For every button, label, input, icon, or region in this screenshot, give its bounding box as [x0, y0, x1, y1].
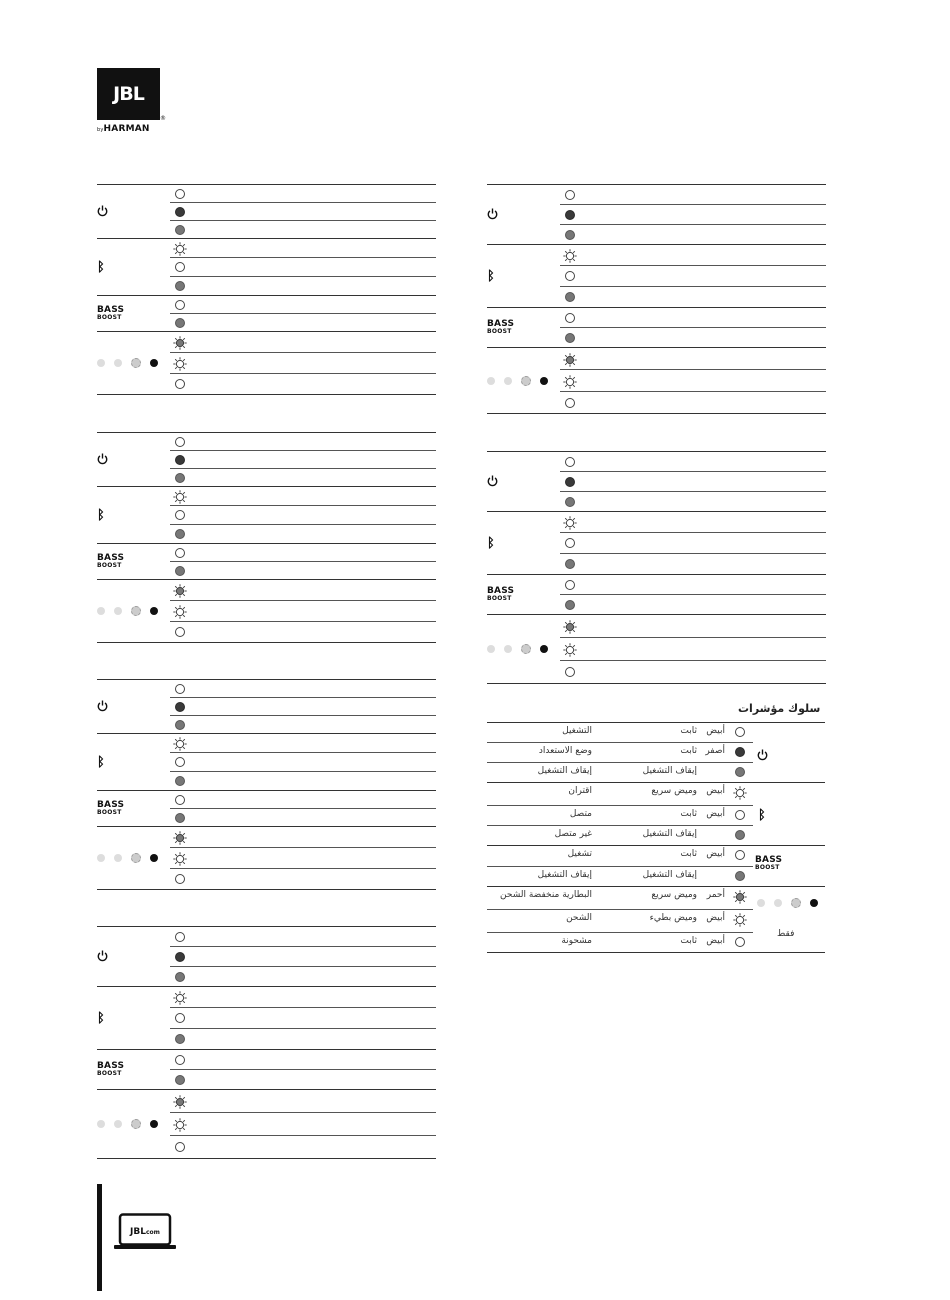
led-off-icon [175, 566, 185, 576]
arabic-meaning: وضع الاستعداد [538, 746, 592, 756]
led-white-icon [735, 810, 745, 820]
led-off-icon [175, 1034, 185, 1044]
led-blink-red-icon [173, 583, 187, 597]
led-white-icon [175, 510, 185, 520]
led-blink-white-icon [563, 515, 577, 529]
led-table [487, 451, 826, 684]
led-blink-red-icon [173, 1094, 187, 1108]
arabic-behavior: إيقاف التشغيل [642, 766, 697, 776]
footer-bar [97, 1184, 102, 1291]
jbl-com-laptop-icon [114, 1213, 176, 1255]
arabic-behavior: ثابت [680, 746, 697, 756]
led-blink-white-icon [173, 990, 187, 1004]
bluetooth-icon: ᛒ [487, 268, 495, 284]
battery-dots-icon [97, 1119, 158, 1129]
arabic-color: أبيض [706, 936, 725, 946]
led-row [560, 370, 826, 392]
led-blink-red-icon [173, 335, 187, 349]
led-solid-icon [565, 210, 575, 220]
led-blink-white-icon [173, 851, 187, 865]
arabic-color: أبيض [706, 809, 725, 819]
arabic-behavior: ثابت [680, 849, 697, 859]
arabic-meaning: متصل [569, 809, 592, 819]
only-label: فقط [777, 929, 795, 939]
led-blink-white-icon [563, 248, 577, 262]
led-white-icon [175, 684, 185, 694]
jbl-logo [97, 68, 166, 122]
led-row [170, 809, 436, 826]
led-row [560, 512, 826, 533]
led-row [560, 533, 826, 554]
arabic-meaning: إيقاف التشغيل [537, 766, 592, 776]
arabic-color: أصفر [705, 746, 725, 756]
led-blink-white-icon [173, 241, 187, 255]
led-white-icon [175, 1013, 185, 1023]
power-icon [487, 472, 498, 491]
led-row [170, 314, 436, 331]
led-group [97, 296, 436, 332]
led-row [560, 472, 826, 492]
led-row [170, 451, 436, 469]
led-row [170, 332, 436, 353]
bass-boost-icon: BASS BOOST [97, 304, 125, 321]
led-row [560, 308, 826, 328]
byline-name: HARMAN [103, 124, 150, 134]
led-off-icon [175, 529, 185, 539]
led-blink-white-icon [173, 604, 187, 618]
led-row [560, 452, 826, 472]
bass-boost-icon: BASS BOOST [97, 1060, 125, 1077]
battery-dots-icon [487, 644, 548, 654]
arabic-behavior: وميض سريع [651, 786, 697, 796]
led-row [560, 205, 826, 225]
arabic-color: أبيض [706, 786, 725, 796]
led-white-icon [175, 874, 185, 884]
led-row [170, 296, 436, 314]
led-off-icon [175, 972, 185, 982]
arabic-color: أحمر [706, 890, 725, 900]
bluetooth-icon: ᛒ [97, 259, 105, 275]
led-row [170, 734, 436, 753]
led-row [170, 525, 436, 543]
svg-text:JBLcom: JBLcom [130, 1227, 160, 1237]
byline-by: by [97, 127, 104, 133]
led-white-icon [565, 667, 575, 677]
led-table [97, 926, 436, 1159]
led-solid-icon [175, 207, 185, 217]
led-white-icon [565, 313, 575, 323]
led-blink-red-icon [173, 830, 187, 844]
power-icon [757, 746, 768, 765]
led-off-icon [175, 813, 185, 823]
power-icon [97, 697, 108, 716]
led-off-icon [175, 318, 185, 328]
led-group [97, 487, 436, 544]
led-table [97, 432, 436, 643]
led-row [170, 239, 436, 258]
led-row [170, 469, 436, 486]
led-off-icon [175, 225, 185, 235]
led-row [170, 185, 436, 203]
led-white-icon [565, 538, 575, 548]
led-row [560, 575, 826, 595]
led-row [170, 1029, 436, 1049]
led-off-icon [565, 559, 575, 569]
bluetooth-icon: ᛒ [758, 808, 766, 823]
led-blink-white-icon [173, 1117, 187, 1131]
led-row [170, 1008, 436, 1029]
led-row [170, 848, 436, 869]
led-off-icon [565, 497, 575, 507]
arabic-meaning: إيقاف التشغيل [537, 870, 592, 880]
led-white-icon [175, 189, 185, 199]
led-row [170, 716, 436, 733]
led-white-icon [735, 937, 745, 947]
led-solid-icon [735, 747, 745, 757]
led-white-icon [175, 437, 185, 447]
led-white-icon [735, 850, 745, 860]
led-off-icon [735, 871, 745, 881]
bass-boost-icon: BASS BOOST [755, 855, 783, 871]
led-table [487, 184, 826, 414]
led-group [487, 452, 826, 512]
arabic-meaning: غير متصل [554, 829, 592, 839]
arabic-meaning: تشغيل [567, 849, 592, 859]
led-blink-white-icon [733, 785, 747, 799]
arabic-behavior: وميض سريع [651, 890, 697, 900]
led-row [170, 753, 436, 772]
led-group [97, 185, 436, 239]
led-row [560, 661, 826, 683]
led-row [170, 221, 436, 238]
led-off-icon [175, 281, 185, 291]
power-icon [97, 202, 108, 221]
arabic-behavior: وميض بطيء [649, 913, 697, 923]
led-solid-icon [175, 702, 185, 712]
led-row [560, 638, 826, 661]
led-row [170, 698, 436, 716]
led-group [97, 791, 436, 827]
arabic-color: أبيض [706, 726, 725, 736]
arabic-behavior: ثابت [680, 726, 697, 736]
bluetooth-icon: ᛒ [97, 754, 105, 770]
led-group [487, 245, 826, 308]
led-row [560, 328, 826, 347]
power-icon [97, 947, 108, 966]
led-white-icon [735, 727, 745, 737]
led-off-icon [175, 473, 185, 483]
led-row [170, 601, 436, 622]
led-row [560, 348, 826, 370]
arabic-table-title: سلوك مؤشرات [738, 702, 821, 715]
arabic-behavior: ثابت [680, 936, 697, 946]
led-group [487, 512, 826, 575]
led-row [560, 245, 826, 266]
led-blink-white-icon [173, 356, 187, 370]
power-icon [487, 205, 498, 224]
bass-boost-icon: BASS BOOST [487, 318, 515, 335]
led-row [560, 185, 826, 205]
led-row [170, 487, 436, 506]
led-row [560, 615, 826, 638]
led-group [97, 433, 436, 487]
led-group [487, 615, 826, 684]
led-white-icon [565, 190, 575, 200]
led-white-icon [175, 548, 185, 558]
arabic-meaning: الشحن [566, 913, 592, 923]
led-group [97, 680, 436, 734]
led-row [170, 967, 436, 986]
led-group [487, 348, 826, 414]
led-row [170, 1090, 436, 1113]
led-off-icon [565, 600, 575, 610]
led-white-icon [175, 757, 185, 767]
led-group [97, 1050, 436, 1090]
led-group [487, 308, 826, 348]
led-group [487, 575, 826, 615]
led-off-icon [175, 720, 185, 730]
led-white-icon [175, 262, 185, 272]
battery-dots-icon [97, 606, 158, 616]
led-blink-red-icon [733, 889, 747, 903]
led-row [560, 595, 826, 614]
led-row [170, 927, 436, 947]
led-off-icon [735, 830, 745, 840]
led-white-icon [175, 379, 185, 389]
led-row [170, 374, 436, 394]
arabic-meaning: مشحونة [561, 936, 592, 946]
led-off-icon [565, 333, 575, 343]
led-row [170, 433, 436, 451]
led-white-icon [175, 1055, 185, 1065]
led-group [97, 239, 436, 296]
arabic-behavior: ثابت [680, 809, 697, 819]
led-row [560, 266, 826, 287]
led-row [560, 492, 826, 511]
led-off-icon [735, 767, 745, 777]
led-group [97, 927, 436, 987]
led-solid-icon [175, 952, 185, 962]
arabic-meaning: البطارية منخفضة الشحن [500, 890, 592, 900]
harman-byline [97, 124, 150, 134]
led-row [170, 987, 436, 1008]
battery-dots-icon [487, 376, 548, 386]
power-icon [97, 450, 108, 469]
arabic-meaning: اقتران [568, 786, 592, 796]
led-blink-red-icon [563, 619, 577, 633]
led-blink-red-icon [563, 352, 577, 366]
bass-boost-icon: BASS BOOST [97, 799, 125, 816]
led-row [170, 869, 436, 889]
arabic-behavior: إيقاف التشغيل [642, 829, 697, 839]
led-group [97, 734, 436, 791]
led-group [97, 544, 436, 580]
arabic-color: أبيض [706, 849, 725, 859]
led-blink-white-icon [173, 736, 187, 750]
led-off-icon [565, 230, 575, 240]
led-row [560, 225, 826, 244]
arabic-meaning: التشغيل [562, 726, 592, 736]
arabic-behavior: إيقاف التشغيل [642, 870, 697, 880]
led-white-icon [175, 300, 185, 310]
led-blink-white-icon [563, 642, 577, 656]
led-row [170, 827, 436, 848]
led-group [97, 1090, 436, 1159]
bluetooth-icon: ᛒ [97, 1010, 105, 1026]
led-row [170, 277, 436, 295]
led-group [97, 987, 436, 1050]
led-row [170, 258, 436, 277]
led-white-icon [565, 271, 575, 281]
led-white-icon [565, 580, 575, 590]
led-white-icon [565, 457, 575, 467]
led-row [170, 947, 436, 967]
registered-mark: ® [160, 115, 166, 122]
led-row [170, 580, 436, 601]
led-row [170, 1113, 436, 1136]
led-row [170, 1136, 436, 1158]
led-white-icon [175, 627, 185, 637]
bluetooth-icon: ᛒ [97, 507, 105, 523]
led-solid-icon [175, 455, 185, 465]
led-off-icon [175, 1075, 185, 1085]
led-row [170, 353, 436, 374]
led-row [560, 554, 826, 574]
led-row [170, 506, 436, 525]
led-group [97, 580, 436, 643]
led-table [97, 184, 436, 395]
led-row [170, 1050, 436, 1070]
battery-dots-icon [97, 358, 158, 368]
led-row [170, 544, 436, 562]
led-white-icon [175, 795, 185, 805]
arabic-color: أبيض [706, 913, 725, 923]
led-row [170, 562, 436, 579]
bluetooth-icon: ᛒ [487, 535, 495, 551]
bass-boost-icon: BASS BOOST [97, 552, 125, 569]
led-off-icon [175, 776, 185, 786]
battery-dots-icon [757, 898, 818, 908]
bass-boost-icon: BASS BOOST [487, 585, 515, 602]
led-off-icon [565, 292, 575, 302]
led-group [487, 185, 826, 245]
led-group [97, 332, 436, 395]
led-row [170, 203, 436, 221]
led-white-icon [175, 932, 185, 942]
led-blink-white-icon [173, 489, 187, 503]
battery-dots-icon [97, 853, 158, 863]
led-row [170, 791, 436, 809]
led-blink-white-icon [733, 912, 747, 926]
led-table [97, 679, 436, 890]
led-group [97, 827, 436, 890]
led-row [170, 622, 436, 642]
led-row [560, 287, 826, 307]
led-row [170, 680, 436, 698]
led-row [170, 772, 436, 790]
led-blink-white-icon [563, 374, 577, 388]
logo-text: JBL [113, 83, 144, 105]
led-row [170, 1070, 436, 1089]
led-row [560, 392, 826, 413]
led-white-icon [175, 1142, 185, 1152]
led-white-icon [565, 398, 575, 408]
led-solid-icon [565, 477, 575, 487]
